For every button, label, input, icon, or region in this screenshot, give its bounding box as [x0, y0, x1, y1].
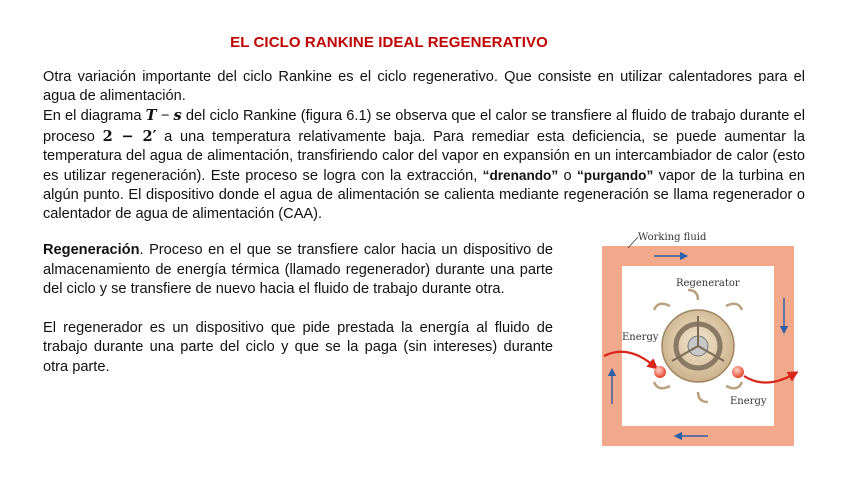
- energy-in-ball: [654, 366, 666, 378]
- math-T: T: [145, 107, 157, 125]
- math-s: s: [173, 107, 182, 125]
- regenerator-paragraph: El regenerador es un dispositivo que pide prestada la energía al fluido de trabajo durante una parte del ciclo y que se la paga (sin intereses) durante otra parte.: [43, 319, 553, 375]
- regenerator-diagram: [598, 226, 798, 448]
- energy-out-label: Energy: [730, 396, 767, 407]
- quote-drenando: “drenando”: [482, 168, 559, 184]
- intro-paragraph-2: En el diagrama T − s del ciclo Rankine (figura 6.1) se observa que el calor se transfiere al fluido de trabajo durante el proceso 2 − 2′ a una temperatura relativamente baja. Para remediar esta deficiencia, se puede aumentar la temperatura del agua de alimentación, transfiriendo calor del vapor en expansión en un intercambiador de calor (esto es utilizar regeneración). Este proceso se logra con la extracción, “drenando” o “purgando” vapor de la turbina en algún punto. El dispositivo donde el agua de alimentación se calienta mediante regeneración se llama regenerador o calentador de agua de alimentación (CAA).: [43, 107, 805, 223]
- intro-section: [43, 68, 805, 225]
- energy-in-label: Energy: [622, 332, 659, 343]
- energy-out-ball: [732, 366, 744, 378]
- math-process: 2 − 2′: [102, 127, 157, 145]
- regenerator-label: Regenerator: [676, 278, 740, 289]
- definition-text: . Proceso en el que se transfiere calor hacia un dispositivo de almacenamiento de energía térmica (llamado regenerador) durante una parte del ciclo y se transfiere de nuevo hacia el fluido de trabajo durante otra.: [43, 242, 553, 298]
- intro-paragraph-1: Otra variación importante del ciclo Rankine es el ciclo regenerativo. Que consiste en utilizar calentadores para el agua de alimentación.: [43, 69, 805, 105]
- quote-purgando: “purgando”: [577, 168, 654, 184]
- definition-section: [43, 241, 553, 397]
- definition-term: Regeneración: [43, 242, 140, 258]
- regenerator-figure: [598, 226, 798, 448]
- page-title: EL CICLO RANKINE IDEAL REGENERATIVO: [230, 34, 548, 51]
- working-fluid-label: Working fluid: [638, 232, 707, 243]
- definition-paragraph: [43, 241, 553, 300]
